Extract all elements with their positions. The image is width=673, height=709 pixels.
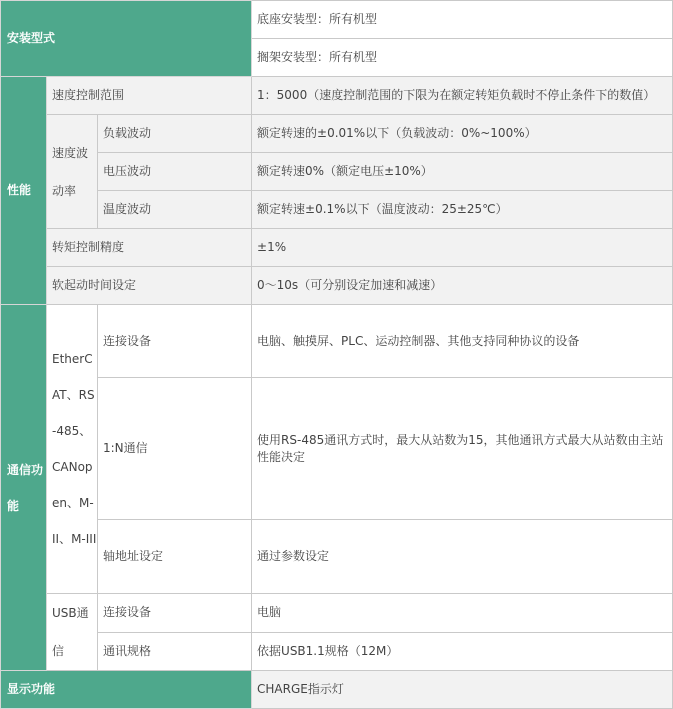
protocol-connect-label: 连接设备 xyxy=(98,305,252,378)
usb-label: USB通信 xyxy=(47,594,98,671)
protocol-label: EtherCAT、RS-485、CANopen、M-II、M-III xyxy=(52,352,97,546)
torque-label: 转矩控制精度 xyxy=(47,229,252,267)
torque-value: ±1% xyxy=(252,229,673,267)
usb-spec-label: 通讯规格 xyxy=(98,632,252,671)
usb-connect-value: 电脑 xyxy=(252,594,673,633)
protocol-axis-value: 通过参数设定 xyxy=(252,520,673,594)
fluctuation-load-value: 额定转速的±0.01%以下（负载波动：0%~100%） xyxy=(252,115,673,153)
protocol-1n-label: 1:N通信 xyxy=(98,378,252,520)
speed-range-value: 1：5000（速度控制范围的下限为在额定转矩负载时不停止条件下的数值） xyxy=(252,77,673,115)
usb-connect-label: 连接设备 xyxy=(98,594,252,633)
fluctuation-voltage-value: 额定转速0%（额定电压±10%） xyxy=(252,153,673,191)
display-header: 显示功能 xyxy=(1,671,252,709)
fluctuation-voltage-label: 电压波动 xyxy=(98,153,252,191)
install-value-base: 底座安装型：所有机型 xyxy=(252,1,673,39)
fluctuation-label: 速度波动率 xyxy=(47,115,98,229)
speed-range-label: 速度控制范围 xyxy=(47,77,252,115)
display-value: CHARGE指示灯 xyxy=(252,671,673,709)
performance-header: 性能 xyxy=(1,77,47,305)
install-value-shelf: 搁架安装型：所有机型 xyxy=(252,39,673,77)
comm-header: 通信功能 xyxy=(1,305,47,671)
fluctuation-temp-value: 额定转速±0.1%以下（温度波动：25±25℃） xyxy=(252,191,673,229)
install-header: 安装型式 xyxy=(1,1,252,77)
protocol-axis-label: 轴地址设定 xyxy=(98,520,252,594)
protocol-1n-value: 使用RS-485通讯方式时，最大从站数为15，其他通讯方式最大从站数由主站性能决定 xyxy=(252,378,673,520)
softstart-label: 软起动时间设定 xyxy=(47,267,252,305)
softstart-value: 0～10s（可分别设定加速和减速） xyxy=(252,267,673,305)
usb-spec-value: 依据USB1.1规格（12M） xyxy=(252,632,673,671)
fluctuation-load-label: 负载波动 xyxy=(98,115,252,153)
protocol-label-cell xyxy=(47,305,98,594)
fluctuation-temp-label: 温度波动 xyxy=(98,191,252,229)
protocol-connect-value: 电脑、触摸屏、PLC、运动控制器、其他支持同种协议的设备 xyxy=(252,305,673,378)
